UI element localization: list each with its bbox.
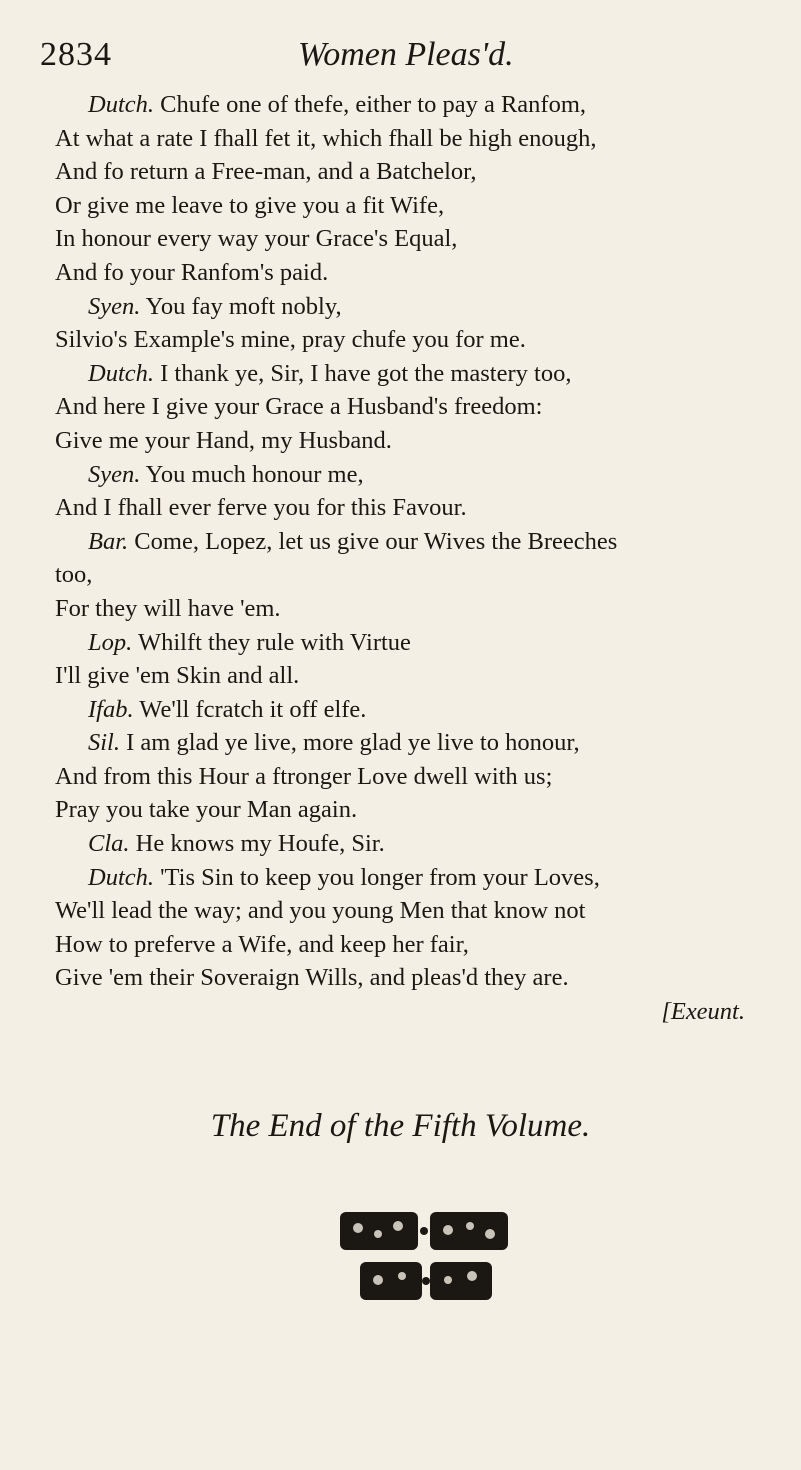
speaker-name: Syen.: [88, 460, 141, 488]
text-line: [55, 155, 785, 189]
text-line: [55, 894, 785, 928]
verse-text: Give me your Hand, my Husband.: [55, 426, 392, 454]
verse-text: Give 'em their Soveraign Wills, and pleas'd they are.: [55, 964, 569, 992]
text-line: [55, 525, 785, 559]
verse-text: I am glad ye live, more glad ye live to honour,: [126, 729, 580, 757]
printers-ornament-icon: [338, 1208, 510, 1304]
verse-text: I'll give 'em Skin and all.: [55, 662, 300, 690]
text-line: [55, 760, 785, 794]
text-line: [55, 290, 785, 324]
speaker-name: Bar.: [88, 527, 129, 555]
verse-text: You much honour me,: [145, 460, 364, 488]
text-line: [55, 122, 785, 156]
speaker-name: Syen.: [88, 292, 141, 320]
text-line: [55, 458, 785, 492]
running-title: Women Pleas'd.: [298, 36, 514, 73]
text-line: [55, 424, 785, 458]
text-line: [55, 659, 785, 693]
verse-text: Chufe one of thefe, either to pay a Ranfom,: [160, 91, 587, 118]
verse-text: Pray you take your Man again.: [55, 796, 358, 824]
verse-text: And fo return a Free-man, and a Batchelor,: [55, 158, 477, 186]
verse-text: In honour every way your Grace's Equal,: [55, 225, 458, 253]
verse-text: Or give me leave to give you a fit Wife,: [55, 191, 445, 219]
text-line: [55, 189, 785, 223]
stage-direction-exeunt: [Exeunt.: [661, 998, 745, 1026]
verse-text: For they will have 'em.: [55, 594, 281, 622]
text-line: [55, 88, 785, 122]
speaker-name: Lop.: [88, 628, 133, 656]
verse-text: He knows my Houfe, Sir.: [135, 830, 385, 858]
text-line: [55, 961, 785, 995]
end-of-volume-colophon: The End of the Fifth Volume.: [210, 1108, 591, 1144]
page-number: 2834: [40, 36, 112, 73]
text-line: [55, 558, 785, 592]
verse-text: Come, Lopez, let us give our Wives the Breeches: [134, 527, 618, 555]
speaker-name: Dutch.: [88, 91, 154, 118]
text-line: [55, 222, 785, 256]
play-text: [55, 88, 785, 1029]
text-line: [55, 592, 785, 626]
verse-text: And I fhall ever ferve you for this Favour.: [55, 494, 467, 522]
verse-text: At what a rate I fhall fet it, which fhall be high enough,: [55, 124, 597, 152]
speaker-name: Ifab.: [88, 695, 134, 723]
text-line: [55, 827, 785, 861]
verse-text: You fay moft nobly,: [145, 292, 342, 320]
text-line: [55, 256, 785, 290]
speaker-name: Cla.: [88, 830, 130, 858]
verse-text: We'll lead the way; and you young Men that know not: [55, 897, 586, 925]
text-line: [55, 357, 785, 391]
text-line: [55, 390, 785, 424]
verse-text: Silvio's Example's mine, pray chufe you for me.: [55, 326, 526, 354]
verse-text: Whilft they rule with Virtue: [137, 628, 411, 656]
text-line: [55, 693, 785, 727]
text-line: [55, 491, 785, 525]
verse-text: And here I give your Grace a Husband's freedom:: [55, 393, 543, 421]
verse-text: And fo your Ranfom's paid.: [55, 258, 329, 286]
page-header: [40, 30, 760, 80]
text-line: [55, 626, 785, 660]
text-line: [55, 928, 785, 962]
verse-text: And from this Hour a ftronger Love dwell with us;: [55, 762, 553, 790]
text-line: [55, 726, 785, 760]
verse-text: 'Tis Sin to keep you longer from your Loves,: [160, 863, 600, 891]
text-line: [55, 793, 785, 827]
text-line: [55, 861, 785, 895]
speaker-name: Dutch.: [88, 863, 154, 891]
verse-text: We'll fcratch it off elfe.: [139, 695, 367, 723]
verse-text: How to preferve a Wife, and keep her fair,: [55, 930, 469, 958]
verse-text: too,: [55, 561, 93, 589]
speaker-name: Dutch.: [88, 359, 154, 387]
verse-text: I thank ye, Sir, I have got the mastery too,: [160, 359, 572, 387]
text-line: [55, 323, 785, 357]
speaker-name: Sil.: [88, 729, 120, 757]
